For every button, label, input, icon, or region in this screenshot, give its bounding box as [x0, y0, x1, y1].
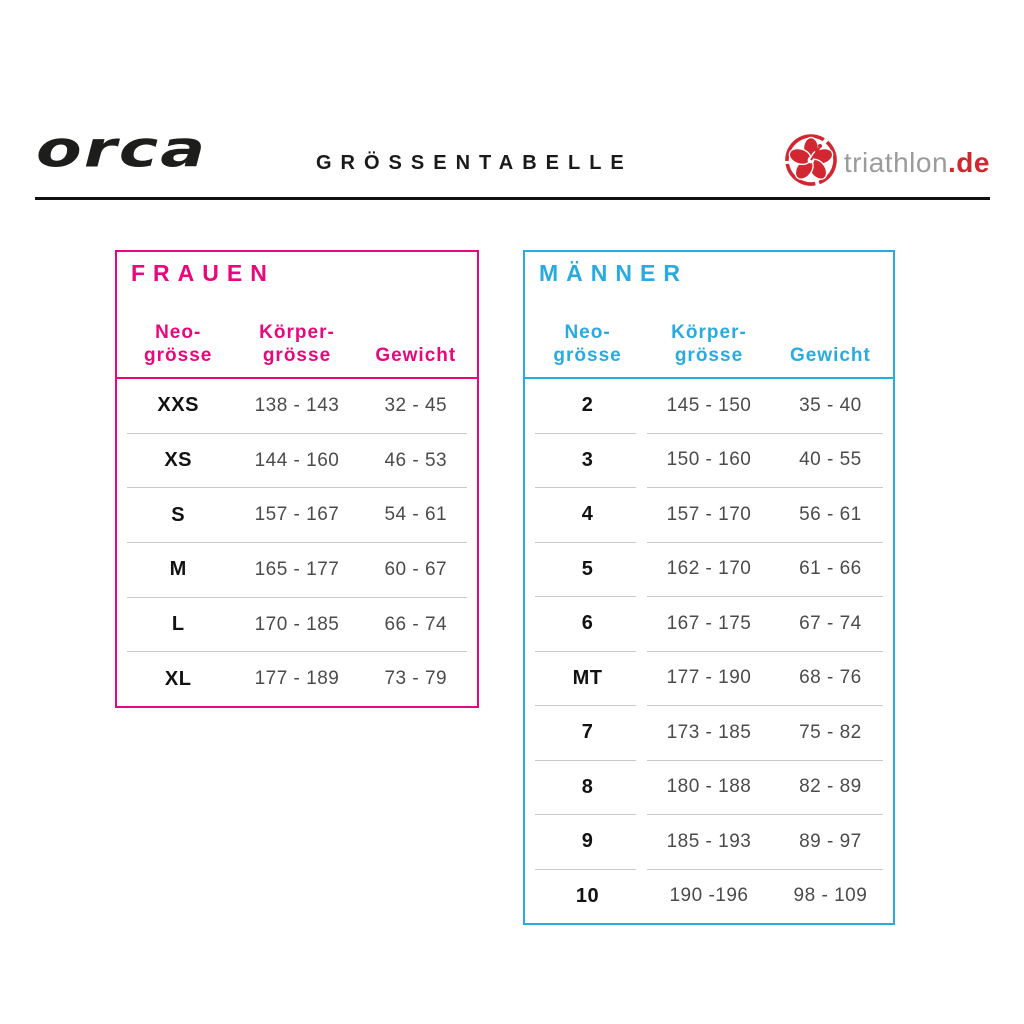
- women-table-head: [117, 252, 477, 379]
- size-cell: 9: [581, 830, 594, 853]
- size-cell: 10: [575, 884, 600, 907]
- body-height-cell: 190 -196: [669, 885, 749, 907]
- table-row: [525, 597, 893, 651]
- size-cell: 2: [581, 394, 594, 417]
- column-header-line: grösse: [262, 345, 332, 367]
- weight-cell: 66 - 74: [384, 613, 448, 635]
- table-row: [117, 379, 477, 433]
- size-cell: L: [171, 613, 185, 636]
- body-height-cell: 157 - 167: [254, 504, 340, 526]
- table-row: [525, 761, 893, 815]
- size-cell: XL: [164, 667, 192, 690]
- size-cell: 5: [581, 557, 594, 580]
- size-cell: 8: [581, 775, 594, 798]
- body-height-cell: 150 - 160: [666, 449, 752, 471]
- column-header-koerper-groesse: [239, 322, 354, 377]
- size-cell: XS: [164, 449, 193, 471]
- body-height-cell: 180 - 188: [666, 776, 752, 798]
- women-size-table: [115, 250, 479, 708]
- women-rows: [117, 379, 477, 706]
- body-height-cell: 177 - 190: [666, 667, 752, 689]
- table-row: [525, 379, 893, 433]
- weight-cell: 56 - 61: [799, 503, 862, 525]
- table-row: [525, 652, 893, 706]
- weight-cell: 73 - 79: [384, 668, 448, 690]
- triathlon-de-wordmark: [843, 146, 990, 178]
- size-cell: S: [171, 503, 186, 526]
- weight-cell: 67 - 74: [799, 612, 862, 634]
- body-height-cell: 157 - 170: [666, 503, 752, 525]
- header-divider: [35, 197, 990, 200]
- column-header-neo-groesse: [117, 322, 239, 377]
- triathlon-de-logo: [784, 133, 990, 192]
- size-cell: M: [169, 558, 187, 581]
- size-cell: 4: [581, 503, 594, 526]
- column-header-line: grösse: [553, 345, 622, 367]
- men-rows: [525, 379, 893, 923]
- size-cell: XXS: [157, 394, 199, 417]
- weight-cell: 68 - 76: [799, 667, 862, 689]
- weight-cell: 46 - 53: [384, 449, 448, 471]
- weight-cell: 61 - 66: [799, 558, 862, 580]
- table-row: [117, 652, 477, 706]
- men-table-title: MÄNNER: [539, 260, 688, 286]
- body-height-cell: 177 - 189: [254, 668, 340, 690]
- table-row: [525, 870, 893, 924]
- body-height-cell: 167 - 175: [666, 612, 752, 634]
- weight-cell: 82 - 89: [799, 776, 862, 798]
- table-row: [117, 434, 477, 488]
- column-header-line: grösse: [674, 345, 744, 367]
- table-row: [525, 543, 893, 597]
- body-height-cell: 185 - 193: [666, 830, 752, 852]
- body-height-cell: 165 - 177: [254, 558, 340, 580]
- weight-cell: 98 - 109: [793, 885, 868, 907]
- men-size-table: [523, 250, 895, 925]
- table-row: [525, 488, 893, 542]
- table-row: [525, 706, 893, 760]
- table-row: [117, 488, 477, 542]
- weight-cell: 60 - 67: [384, 558, 448, 580]
- weight-cell: 35 - 40: [799, 394, 862, 416]
- table-row: [117, 598, 477, 652]
- body-height-cell: 144 - 160: [254, 449, 340, 471]
- triathlon-tld: .de: [948, 146, 990, 178]
- column-header-gewicht: [355, 345, 477, 377]
- column-header-line: Gewicht: [375, 345, 457, 367]
- triathlon-name: triathlon: [843, 146, 949, 178]
- size-cell: MT: [572, 666, 603, 689]
- body-height-cell: 173 - 185: [666, 721, 752, 743]
- hibiscus-flower-icon: [784, 133, 838, 192]
- body-height-cell: 138 - 143: [254, 394, 340, 416]
- body-height-cell: 170 - 185: [254, 613, 340, 635]
- body-height-cell: 162 - 170: [666, 558, 752, 580]
- body-height-cell: 145 - 150: [666, 394, 752, 416]
- page-title: GRÖSSENTABELLE: [316, 152, 633, 174]
- size-cell: 6: [581, 612, 594, 635]
- size-cell: 3: [581, 448, 594, 471]
- column-header-line: Körper-: [671, 322, 747, 344]
- women-column-headers: [117, 322, 477, 377]
- column-header-line: Gewicht: [789, 345, 871, 367]
- column-header-line: grösse: [144, 345, 213, 367]
- table-row: [117, 543, 477, 597]
- table-row: [525, 434, 893, 488]
- weight-cell: 32 - 45: [384, 394, 448, 416]
- column-header-line: Körper-: [259, 322, 335, 344]
- column-header-neo-groesse: [525, 322, 650, 377]
- weight-cell: 89 - 97: [799, 830, 862, 852]
- column-header-line: Neo-: [564, 322, 611, 344]
- weight-cell: 54 - 61: [384, 504, 448, 526]
- column-header-koerper-groesse: [650, 322, 768, 377]
- women-table-title: FRAUEN: [131, 260, 275, 286]
- size-cell: 7: [581, 721, 594, 744]
- column-header-line: Neo-: [155, 322, 202, 344]
- weight-cell: 40 - 55: [799, 449, 862, 471]
- column-header-gewicht: [768, 345, 893, 377]
- weight-cell: 75 - 82: [799, 721, 862, 743]
- table-row: [525, 815, 893, 869]
- men-column-headers: [525, 322, 893, 377]
- orca-logo: orca: [36, 121, 208, 179]
- men-table-head: [525, 252, 893, 379]
